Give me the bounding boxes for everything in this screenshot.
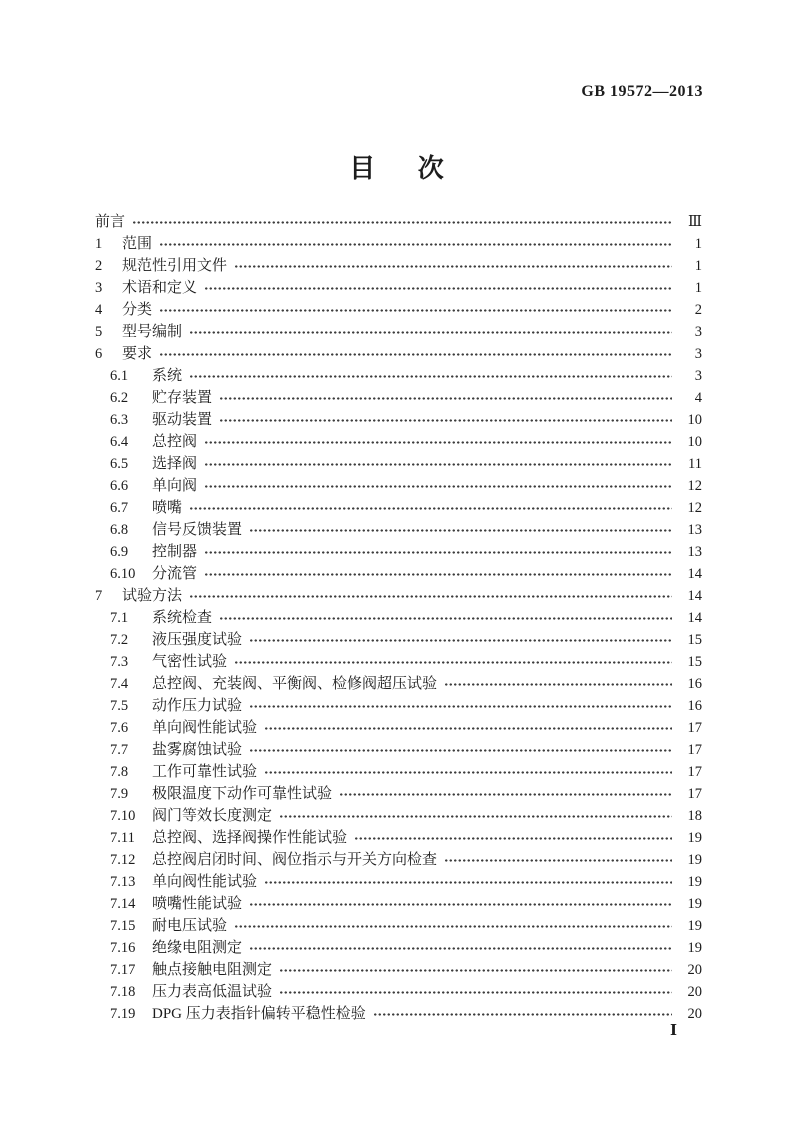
toc-entry xyxy=(95,431,702,453)
toc-entry-page: 15 xyxy=(687,632,702,648)
toc-entry-label: DPG 压力表指针偏转平稳性检验 xyxy=(152,1006,366,1022)
toc-entry-label: 系统 xyxy=(152,368,183,384)
toc-entry-page: 12 xyxy=(687,500,702,516)
dot-leader xyxy=(204,461,672,468)
toc-entry-page: 14 xyxy=(687,588,702,604)
dot-leader xyxy=(159,241,672,248)
dot-leader xyxy=(204,483,672,490)
toc-entry-number: 7 xyxy=(95,588,103,604)
toc-entry-label: 选择阀 xyxy=(152,456,198,472)
toc-entry-number: 7.2 xyxy=(110,632,129,648)
toc-entry xyxy=(95,387,702,409)
toc-entry-label: 单向阀性能试验 xyxy=(152,720,258,736)
toc-entry-number: 7.3 xyxy=(110,654,129,670)
toc-entry-number: 7.1 xyxy=(110,610,129,626)
dot-leader xyxy=(249,527,672,534)
toc-entry-number: 6.8 xyxy=(110,522,129,538)
toc-entry-number: 1 xyxy=(95,236,103,252)
toc-entry-label: 绝缘电阻测定 xyxy=(152,940,243,956)
toc-entry-number: 7.4 xyxy=(110,676,129,692)
toc-entry xyxy=(95,849,702,871)
dot-leader xyxy=(234,263,672,270)
toc-entry-label: 气密性试验 xyxy=(152,654,228,670)
toc-entry-number: 7.10 xyxy=(110,808,136,824)
dot-leader xyxy=(249,703,672,710)
toc-entry-page: 13 xyxy=(687,522,702,538)
toc-entry-page: 20 xyxy=(687,962,702,978)
dot-leader xyxy=(204,571,672,578)
dot-leader xyxy=(234,659,672,666)
toc-entry-number: 6 xyxy=(95,346,103,362)
toc-entry-number: 2 xyxy=(95,258,103,274)
toc-entry xyxy=(95,761,702,783)
toc-entry-label: 压力表高低温试验 xyxy=(152,984,273,1000)
toc-entry-label: 总控阀、充装阀、平衡阀、检修阀超压试验 xyxy=(152,676,438,692)
toc-entry xyxy=(95,541,702,563)
toc-entry-label: 单向阀 xyxy=(152,478,198,494)
dot-leader xyxy=(189,593,672,600)
toc-entry-number: 7.14 xyxy=(110,896,136,912)
dot-leader xyxy=(264,725,672,732)
toc-entry-page: 13 xyxy=(687,544,702,560)
toc-entry-label: 动作压力试验 xyxy=(152,698,243,714)
toc-entry-label: 总控阀 xyxy=(152,434,198,450)
toc-entry xyxy=(95,695,702,717)
toc-entry xyxy=(95,409,702,431)
toc-entry-number: 6.7 xyxy=(110,500,129,516)
toc-entry xyxy=(95,673,702,695)
toc-entry-number: 7.11 xyxy=(110,830,135,846)
dot-leader xyxy=(354,835,672,842)
toc-entry-number: 7.18 xyxy=(110,984,136,1000)
toc-entry-number: 7.19 xyxy=(110,1006,136,1022)
toc-entry-label: 驱动装置 xyxy=(152,412,213,428)
toc-entry-label: 喷嘴 xyxy=(152,500,183,516)
toc-entry-label: 分类 xyxy=(122,302,153,318)
toc-entry-label: 总控阀、选择阀操作性能试验 xyxy=(152,830,348,846)
toc-entry-label: 极限温度下动作可靠性试验 xyxy=(152,786,333,802)
toc-entry-number: 6.9 xyxy=(110,544,129,560)
toc-entry-label: 规范性引用文件 xyxy=(122,258,228,274)
toc-entry xyxy=(95,981,702,1003)
toc-entry-number: 4 xyxy=(95,302,103,318)
dot-leader xyxy=(189,505,672,512)
toc-entry-label: 术语和定义 xyxy=(122,280,198,296)
toc-entry xyxy=(95,563,702,585)
toc-entry xyxy=(95,299,702,321)
toc-entry-page: 17 xyxy=(687,786,702,802)
toc-entry-page: 3 xyxy=(694,346,702,362)
page-title: 目 次 xyxy=(349,154,445,183)
dot-leader xyxy=(219,417,672,424)
toc-entry xyxy=(95,255,702,277)
toc-entry-page: 3 xyxy=(694,368,702,384)
toc-entry-label: 前言 xyxy=(95,214,126,230)
dot-leader xyxy=(204,549,672,556)
toc-entry-label: 型号编制 xyxy=(122,324,183,340)
toc-entry-label: 试验方法 xyxy=(122,588,183,604)
toc-entry-number: 6.10 xyxy=(110,566,136,582)
dot-leader xyxy=(279,989,672,996)
toc-entry-page: 1 xyxy=(694,258,702,274)
toc-entry-label: 触点接触电阻测定 xyxy=(152,962,273,978)
dot-leader xyxy=(219,615,672,622)
toc-entry-number: 7.16 xyxy=(110,940,136,956)
dot-leader xyxy=(249,945,672,952)
toc-entry-number: 6.2 xyxy=(110,390,129,406)
dot-leader xyxy=(249,637,672,644)
dot-leader xyxy=(444,857,672,864)
toc-entry-page: 10 xyxy=(687,412,702,428)
dot-leader xyxy=(204,439,672,446)
toc-entry xyxy=(95,893,702,915)
toc-entry-number: 6.3 xyxy=(110,412,129,428)
dot-leader xyxy=(219,395,672,402)
dot-leader xyxy=(279,967,672,974)
dot-leader xyxy=(249,747,672,754)
dot-leader xyxy=(234,923,672,930)
toc-entry xyxy=(95,937,702,959)
toc-entry-label: 阀门等效长度测定 xyxy=(152,808,273,824)
toc-entry-number: 7.8 xyxy=(110,764,129,780)
toc-entry-label: 液压强度试验 xyxy=(152,632,243,648)
toc-entry-page: 17 xyxy=(687,764,702,780)
toc-entry-page: 10 xyxy=(687,434,702,450)
toc-entry-label: 系统检查 xyxy=(152,610,213,626)
toc-entry-number: 6.1 xyxy=(110,368,129,384)
toc-entry-page: 1 xyxy=(694,236,702,252)
toc-entry-label: 要求 xyxy=(122,346,153,362)
toc-entry xyxy=(95,717,702,739)
toc-entry xyxy=(95,805,702,827)
toc-entry xyxy=(95,607,702,629)
toc-entry-page: 18 xyxy=(687,808,702,824)
dot-leader xyxy=(279,813,672,820)
toc-entry-number: 7.15 xyxy=(110,918,136,934)
toc-entry-page: 11 xyxy=(688,456,702,472)
toc-entry-number: 7.13 xyxy=(110,874,136,890)
footer-page-number: Ⅰ xyxy=(670,1023,678,1039)
dot-leader xyxy=(339,791,672,798)
toc-entry-label: 总控阀启闭时间、阀位指示与开关方向检查 xyxy=(152,852,438,868)
toc-entry-page: 19 xyxy=(687,918,702,934)
toc-entry xyxy=(95,739,702,761)
dot-leader xyxy=(264,769,672,776)
dot-leader xyxy=(249,901,672,908)
toc-entry xyxy=(95,871,702,893)
toc-entry xyxy=(95,343,702,365)
toc-entry xyxy=(95,585,702,607)
toc-entry-page: 14 xyxy=(687,610,702,626)
toc-entry xyxy=(95,497,702,519)
toc-entry-number: 7.9 xyxy=(110,786,129,802)
toc-entry-page: 19 xyxy=(687,830,702,846)
toc-entry xyxy=(95,783,702,805)
toc-entry-number: 7.17 xyxy=(110,962,136,978)
toc-entry xyxy=(95,915,702,937)
toc-entry-label: 盐雾腐蚀试验 xyxy=(152,742,243,758)
dot-leader xyxy=(204,285,672,292)
dot-leader xyxy=(132,219,672,226)
toc-entry xyxy=(95,629,702,651)
toc-entry-label: 范围 xyxy=(122,236,153,252)
toc-entry-page: 3 xyxy=(694,324,702,340)
toc-entry-label: 耐电压试验 xyxy=(152,918,228,934)
toc xyxy=(95,211,702,1025)
dot-leader xyxy=(373,1011,672,1018)
toc-entry-number: 7.6 xyxy=(110,720,129,736)
toc-entry-page: 16 xyxy=(687,676,702,692)
standard-number: GB 19572—2013 xyxy=(581,83,703,100)
dot-leader xyxy=(444,681,672,688)
toc-entry xyxy=(95,277,702,299)
toc-entry-label: 控制器 xyxy=(152,544,198,560)
toc-entry xyxy=(95,827,702,849)
toc-entry xyxy=(95,519,702,541)
toc-entry-page: 19 xyxy=(687,896,702,912)
toc-entry xyxy=(95,453,702,475)
toc-entry-label: 喷嘴性能试验 xyxy=(152,896,243,912)
toc-entry-number: 5 xyxy=(95,324,103,340)
toc-entry-page: 1 xyxy=(694,280,702,296)
toc-entry-number: 7.5 xyxy=(110,698,129,714)
toc-entry xyxy=(95,651,702,673)
toc-entry xyxy=(95,233,702,255)
toc-entry-page: 17 xyxy=(687,720,702,736)
toc-entry xyxy=(95,211,702,233)
toc-entry-number: 7.7 xyxy=(110,742,129,758)
toc-entry xyxy=(95,365,702,387)
toc-entry-page: 19 xyxy=(687,874,702,890)
toc-entry-label: 工作可靠性试验 xyxy=(152,764,258,780)
toc-entry-label: 贮存装置 xyxy=(152,390,213,406)
toc-entry-number: 6.5 xyxy=(110,456,129,472)
toc-entry-label: 信号反馈装置 xyxy=(152,522,243,538)
toc-entry-page: 2 xyxy=(694,302,702,318)
toc-entry-number: 6.6 xyxy=(110,478,129,494)
toc-entry xyxy=(95,475,702,497)
toc-entry-page: 12 xyxy=(687,478,702,494)
dot-leader xyxy=(159,307,672,314)
toc-entry xyxy=(95,1003,702,1025)
toc-entry-number: 6.4 xyxy=(110,434,129,450)
toc-entry-page: 19 xyxy=(687,940,702,956)
toc-entry-label: 分流管 xyxy=(152,566,198,582)
dot-leader xyxy=(264,879,672,886)
toc-entry-page: 17 xyxy=(687,742,702,758)
dot-leader xyxy=(189,329,672,336)
toc-entry-page: 19 xyxy=(687,852,702,868)
toc-entry-number: 7.12 xyxy=(110,852,136,868)
toc-entry-page: 16 xyxy=(687,698,702,714)
dot-leader xyxy=(159,351,672,358)
toc-entry-page: 4 xyxy=(694,390,702,406)
dot-leader xyxy=(189,373,672,380)
toc-entry-page: 20 xyxy=(687,1006,702,1022)
toc-entry-number: 3 xyxy=(95,280,103,296)
toc-entry-page: 15 xyxy=(687,654,702,670)
toc-entry-page: 14 xyxy=(687,566,702,582)
toc-entry-label: 单向阀性能试验 xyxy=(152,874,258,890)
toc-entry xyxy=(95,321,702,343)
toc-entry-page: 20 xyxy=(687,984,702,1000)
toc-entry xyxy=(95,959,702,981)
toc-entry-page: Ⅲ xyxy=(688,214,702,230)
